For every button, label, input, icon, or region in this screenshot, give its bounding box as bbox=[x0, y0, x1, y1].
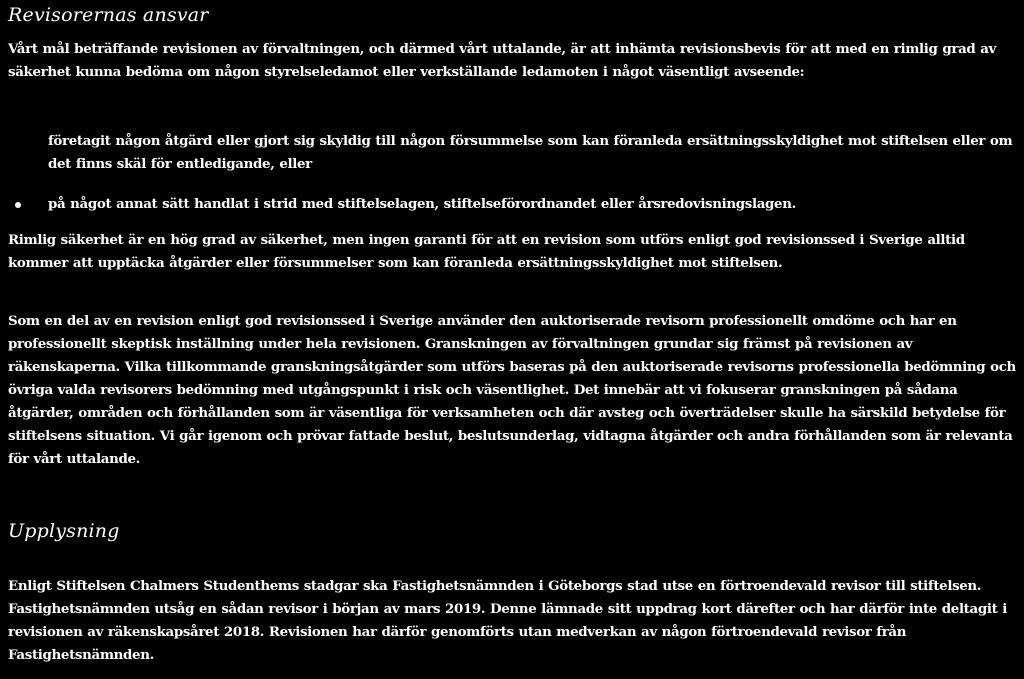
list-item-text: företagit någon åtgärd eller gjort sig skyldig till någon försummelse som kan föranleda ersättningsskyldighet mot stiftelsen eller om det finns skäl för entledigande, eller bbox=[48, 133, 1013, 172]
upplysning-paragraph: Enligt Stiftelsen Chalmers Studenthems stadgar ska Fastighetsnämnden i Göteborgs stad utse en förtroendevald revisor till stiftelsen. Fastighetsnämnden utsåg en sådan revisor i början av mars 2019. Denne lämnade sitt uppdrag kort därefter och har därför inte deltagit i revisionen av räkenskapsåret 2018. Revisionen har därför genomförts utan medverkan av någon förtroendevald revisor från Fastighetsnämnden. bbox=[8, 578, 1007, 663]
list-item bbox=[48, 193, 1020, 216]
list-item-text: på något annat sätt handlat i strid med stiftelselagen, stiftelseförordnandet eller årsredovisningslagen. bbox=[48, 196, 796, 212]
audit-approach-paragraph: Som en del av en revision enligt god revisionssed i Sverige använder den auktoriserade revisorn professionellt omdöme och har en professionellt skeptisk inställning under hela revisionen. Granskningen av förvaltningen grundar sig främst på revisionen av räkenskaperna. Vilka tillkommande granskningsåtgärder som utförs baseras på den auktoriserade revisorns professionella bedömning och övriga valda revisorers bedömning med utgångspunkt i risk och väsentlighet. Det innebär att vi fokuserar granskningen på sådana åtgärder, områden och förhållanden som är väsentliga för verksamheten och där avsteg och överträdelser skulle ha särskild betydelse för stiftelsens situation. Vi går igenom och prövar fattade beslut, beslutsunderlag, vidtagna åtgärder och andra förhållanden som är relevanta för vårt uttalande. bbox=[8, 313, 1016, 467]
section-heading-revisorernas-ansvar: Revisorernas ansvar bbox=[8, 4, 209, 26]
bullet-icon bbox=[15, 202, 21, 208]
section-heading-upplysning: Upplysning bbox=[8, 520, 120, 542]
intro-paragraph: Vårt mål beträffande revisionen av förvaltningen, och därmed vårt uttalande, är att inhämta revisionsbevis för att med en rimlig grad av säkerhet kunna bedöma om någon styrelseledamot eller verkställande ledamoten i något väsentligt avseende: bbox=[8, 41, 996, 80]
list-item bbox=[48, 130, 1020, 176]
reasonable-assurance-paragraph: Rimlig säkerhet är en hög grad av säkerhet, men ingen garanti för att en revision som utförs enligt god revisionssed i Sverige alltid kommer att upptäcka åtgärder eller försummelser som kan föranleda ersättningsskyldighet mot stiftelsen. bbox=[8, 232, 965, 271]
